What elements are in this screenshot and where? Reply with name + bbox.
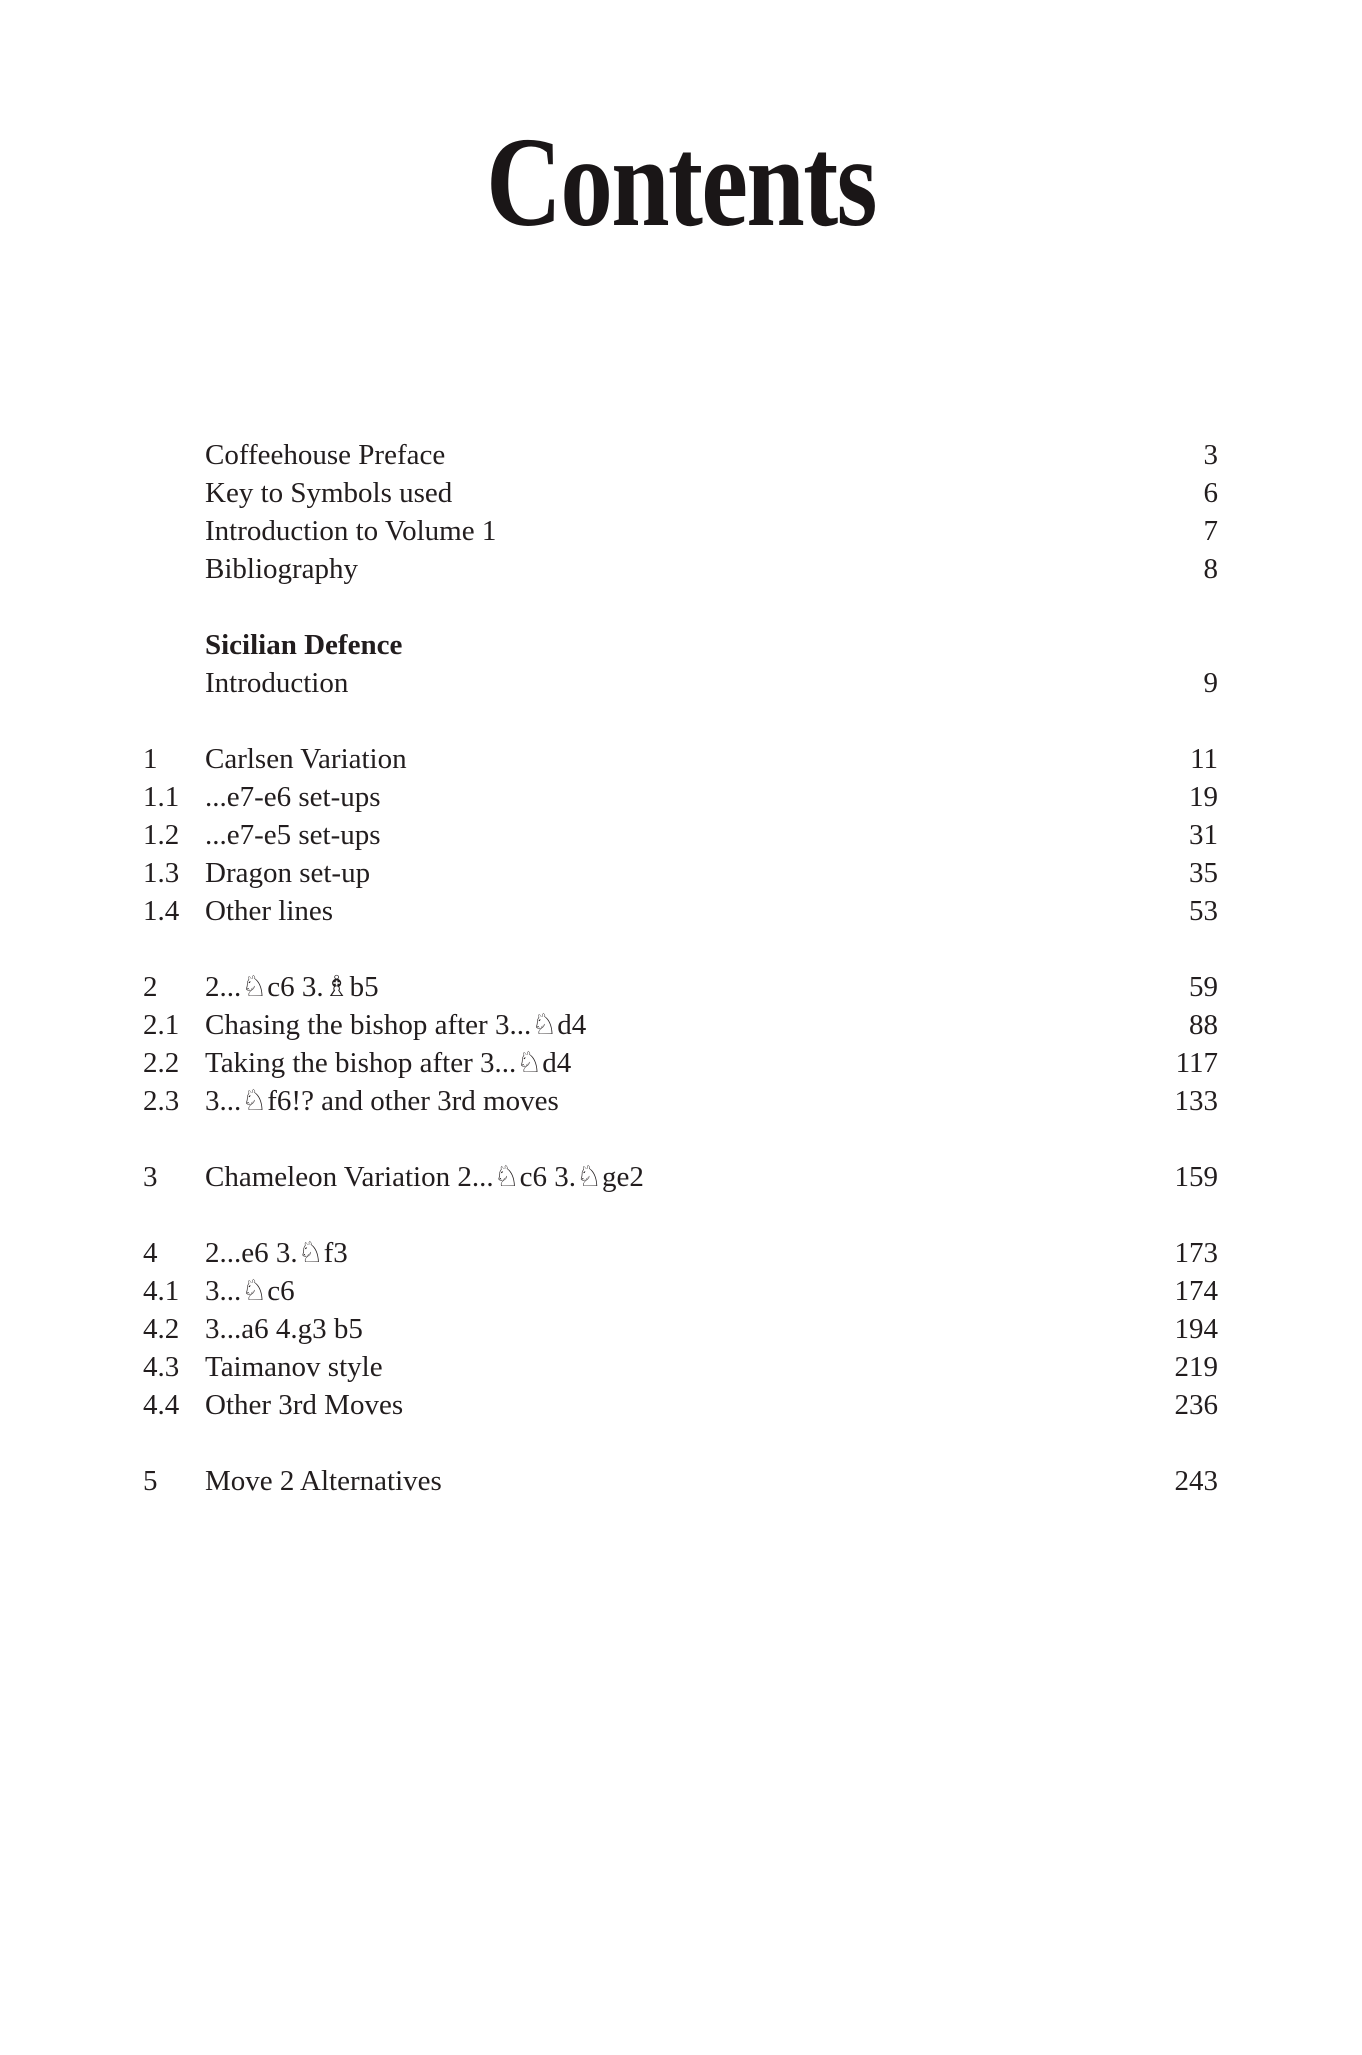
toc-entry-page: 6 [1203,477,1218,509]
toc-entry [143,778,1218,816]
toc-entry [143,1006,1218,1044]
toc-entry [143,892,1218,930]
toc-entry-page: 11 [1190,743,1218,775]
toc-entry-page: 88 [1189,1009,1218,1041]
toc-entry [143,1234,1218,1272]
toc-entry-number: 2.2 [143,1047,180,1079]
toc-group [143,968,1218,1120]
toc-entry-page: 243 [1174,1465,1218,1497]
toc-entry [143,816,1218,854]
toc-entry [143,1082,1218,1120]
toc-entry-page: 174 [1174,1275,1218,1307]
toc-entry-title: Taimanov style [205,1351,383,1383]
toc-entry [143,740,1218,778]
toc-entry-page: 117 [1175,1047,1218,1079]
toc-entry-number: 4 [143,1237,158,1269]
contents-page [0,111,1362,2055]
toc-entry-number: 1.2 [143,819,180,851]
toc-entry-title: Carlsen Variation [205,743,407,775]
toc-entry-title: Move 2 Alternatives [205,1465,442,1497]
toc-entry [143,436,1218,474]
toc-entry-number: 1.3 [143,857,180,889]
toc-entry-number: 4.2 [143,1313,180,1345]
toc-entry [143,1310,1218,1348]
toc-group [143,1462,1218,1500]
toc-entry-title: ...e7-e6 set-ups [205,781,381,813]
toc-entry-title: Coffeehouse Preface [205,439,446,471]
toc-entry-title: Chameleon Variation 2...♘c6 3.♘ge2 [205,1161,644,1193]
toc-entry [143,1462,1218,1500]
toc-entry [143,1158,1218,1196]
toc-entry [143,1348,1218,1386]
toc-entry-page: 7 [1203,515,1218,547]
toc-entry-number: 4.4 [143,1389,180,1421]
toc-entry-number: 2 [143,971,158,1003]
toc-entry-title: 3...♘c6 [205,1275,295,1307]
toc-entry-page: 31 [1189,819,1218,851]
toc-entry-number: 3 [143,1161,158,1193]
toc-entry [143,1044,1218,1082]
toc-entry-title: Sicilian Defence [205,629,403,661]
toc-entry-number: 5 [143,1465,158,1497]
toc-entry [143,512,1218,550]
toc-entry [143,1386,1218,1424]
toc-entry-number: 4.1 [143,1275,180,1307]
toc-entry [143,626,1218,664]
toc-entry-number: 1 [143,743,158,775]
toc-entry-page: 53 [1189,895,1218,927]
toc-entry [143,664,1218,702]
toc-entry [143,550,1218,588]
toc-entry-title: 3...♘f6!? and other 3rd moves [205,1085,559,1117]
toc-entry-title: Other 3rd Moves [205,1389,404,1421]
toc-entry [143,854,1218,892]
page-title: Contents [486,111,876,253]
toc-entry-page: 219 [1174,1351,1218,1383]
toc-entry [143,1272,1218,1310]
toc-group [143,626,1218,702]
toc-entry-title: Dragon set-up [205,857,371,889]
toc-entry-page: 35 [1189,857,1218,889]
toc-entry-page: 19 [1189,781,1218,813]
toc-entry-number: 4.3 [143,1351,180,1383]
toc-entry-number: 1.1 [143,781,180,813]
toc-group [143,740,1218,930]
toc-entry-page: 8 [1203,553,1218,585]
toc-group [143,1158,1218,1196]
toc-list [143,436,1218,1500]
toc-group [143,1234,1218,1424]
toc-entry-page: 3 [1203,439,1218,471]
toc-entry-title: Chasing the bishop after 3...♘d4 [205,1009,587,1041]
toc-entry-page: 59 [1189,971,1218,1003]
toc-entry-number: 2.3 [143,1085,180,1117]
toc-entry-number: 1.4 [143,895,180,927]
toc-entry-number: 2.1 [143,1009,180,1041]
toc-entry [143,474,1218,512]
toc-group [143,436,1218,588]
toc-entry-page: 133 [1174,1085,1218,1117]
toc-entry-title: Introduction to Volume 1 [205,515,497,547]
toc-entry-page: 236 [1174,1389,1218,1421]
toc-entry-title: Key to Symbols used [205,477,453,509]
toc-entry-title: ...e7-e5 set-ups [205,819,381,851]
toc-entry-page: 194 [1174,1313,1218,1345]
toc-entry-title: Bibliography [205,553,359,585]
toc-entry-page: 173 [1174,1237,1218,1269]
toc-entry-page: 159 [1174,1161,1218,1193]
toc-entry-title: 2...e6 3.♘f3 [205,1237,348,1269]
toc-entry-title: 2...♘c6 3.♗b5 [205,971,379,1003]
toc-entry-title: 3...a6 4.g3 b5 [205,1313,363,1345]
toc-entry-title: Taking the bishop after 3...♘d4 [205,1047,572,1079]
toc-entry-page: 9 [1203,667,1218,699]
toc-entry-title: Introduction [205,667,349,699]
toc-entry [143,968,1218,1006]
toc-entry-title: Other lines [205,895,334,927]
